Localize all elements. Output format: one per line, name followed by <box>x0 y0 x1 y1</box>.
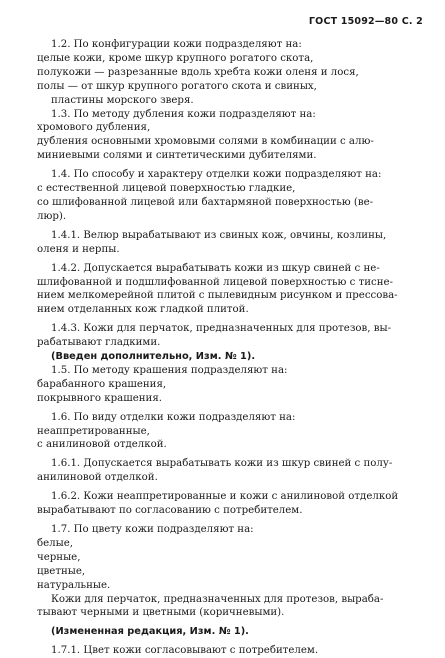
section-1-4-3 <box>37 322 427 350</box>
text-line: неаппретированные, <box>37 425 150 437</box>
text-line: 1.6. По виду отделки кожи подразделяют на: <box>51 411 296 423</box>
text-line: вырабатывают по согласованию с потребителем. <box>37 505 303 517</box>
text-line: рабатывают гладкими. <box>37 337 161 349</box>
text-line: тывают черными и цветными (коричневыми). <box>37 607 285 619</box>
amendment-note: (Введен дополнительно, Изм. № 1). <box>51 351 256 363</box>
section-1-4-1 <box>37 229 427 257</box>
section-1-7 <box>37 523 427 620</box>
text-line: 1.6.1. Допускается вырабатывать кожи из шкур свиней с полу- <box>51 458 393 470</box>
text-line: анилиновой отделкой. <box>37 472 158 484</box>
text-line: целые кожи, кроме шкур крупного рогатого скота, <box>37 52 314 64</box>
section-1-4 <box>37 168 427 224</box>
section-1-7-1: 1.7.1. Цвет кожи согласовывают с потребителем. <box>51 645 319 657</box>
text-line: с естественной лицевой поверхностью гладкие, <box>37 183 296 195</box>
text-line: полукожи — разрезанные вдоль хребта кожи оленя и лося, <box>37 66 359 78</box>
section-1-4-2 <box>37 262 427 318</box>
document-body <box>37 38 427 658</box>
text-line: 1.4.3. Кожи для перчаток, предназначенных для протезов, вы- <box>51 323 392 335</box>
section-1-6-1 <box>37 457 427 485</box>
section-1-2 <box>37 38 427 108</box>
text-line: 1.2. По конфигурации кожи подразделяют на: <box>51 39 302 50</box>
text-line: 1.6.2. Кожи неаппретированные и кожи с анилиновой отделкой <box>51 491 399 503</box>
text-line: люр). <box>37 210 67 222</box>
text-line: покрывного крашения. <box>37 392 162 404</box>
text-line: черные, <box>37 551 81 563</box>
text-line: Кожи для перчаток, предназначенных для протезов, выраба- <box>51 593 384 605</box>
text-line: со шлифованной лицевой или бахтармяной поверхностью (ве- <box>37 196 374 208</box>
text-line: пластины морского зверя. <box>51 94 194 106</box>
text-line: хромового дубления, <box>37 122 151 134</box>
text-line: белые, <box>37 537 74 549</box>
section-1-6 <box>37 411 427 453</box>
section-1-5 <box>37 364 427 406</box>
section-1-6-2 <box>37 490 427 518</box>
text-line: полы — от шкур крупного рогатого скота и свиных, <box>37 80 317 92</box>
text-line: 1.5. По методу крашения подразделяют на: <box>51 364 288 376</box>
text-line: нием отделанных кож гладкой плитой. <box>37 304 249 316</box>
text-line: цветные, <box>37 565 86 577</box>
text-line: дубления основными хромовыми солями в комбинации с алю- <box>37 136 374 148</box>
text-line: 1.4.1. Велюр вырабатывают из свиных кож, овчины, козлины, <box>51 229 387 241</box>
text-line: миниевыми солями и синтетическими дубителями. <box>37 150 317 162</box>
amendment-note: (Измененная редакция, Изм. № 1). <box>51 626 249 638</box>
text-line: с анилиновой отделкой. <box>37 439 167 451</box>
text-line: барабанного крашения, <box>37 378 167 390</box>
text-line: нием мелкомерейной плитой с пылевидным рисунком и прессова- <box>37 290 398 302</box>
text-line: 1.3. По методу дубления кожи подразделяют на: <box>51 108 316 120</box>
text-line: натуральные. <box>37 579 111 591</box>
page-header: ГОСТ 15092—80 С. 2 <box>308 16 423 27</box>
section-1-3 <box>37 108 427 164</box>
text-line: 1.4.2. Допускается вырабатывать кожи из шкур свиней с не- <box>51 262 380 274</box>
text-line: 1.7. По цвету кожи подразделяют на: <box>51 524 254 535</box>
text-line: шлифованной и подшлифованной лицевой поверхностью с тисне- <box>37 276 393 288</box>
text-line: 1.4. По способу и характеру отделки кожи подразделяют на: <box>51 169 382 181</box>
text-line: оленя и нерпы. <box>37 243 120 255</box>
